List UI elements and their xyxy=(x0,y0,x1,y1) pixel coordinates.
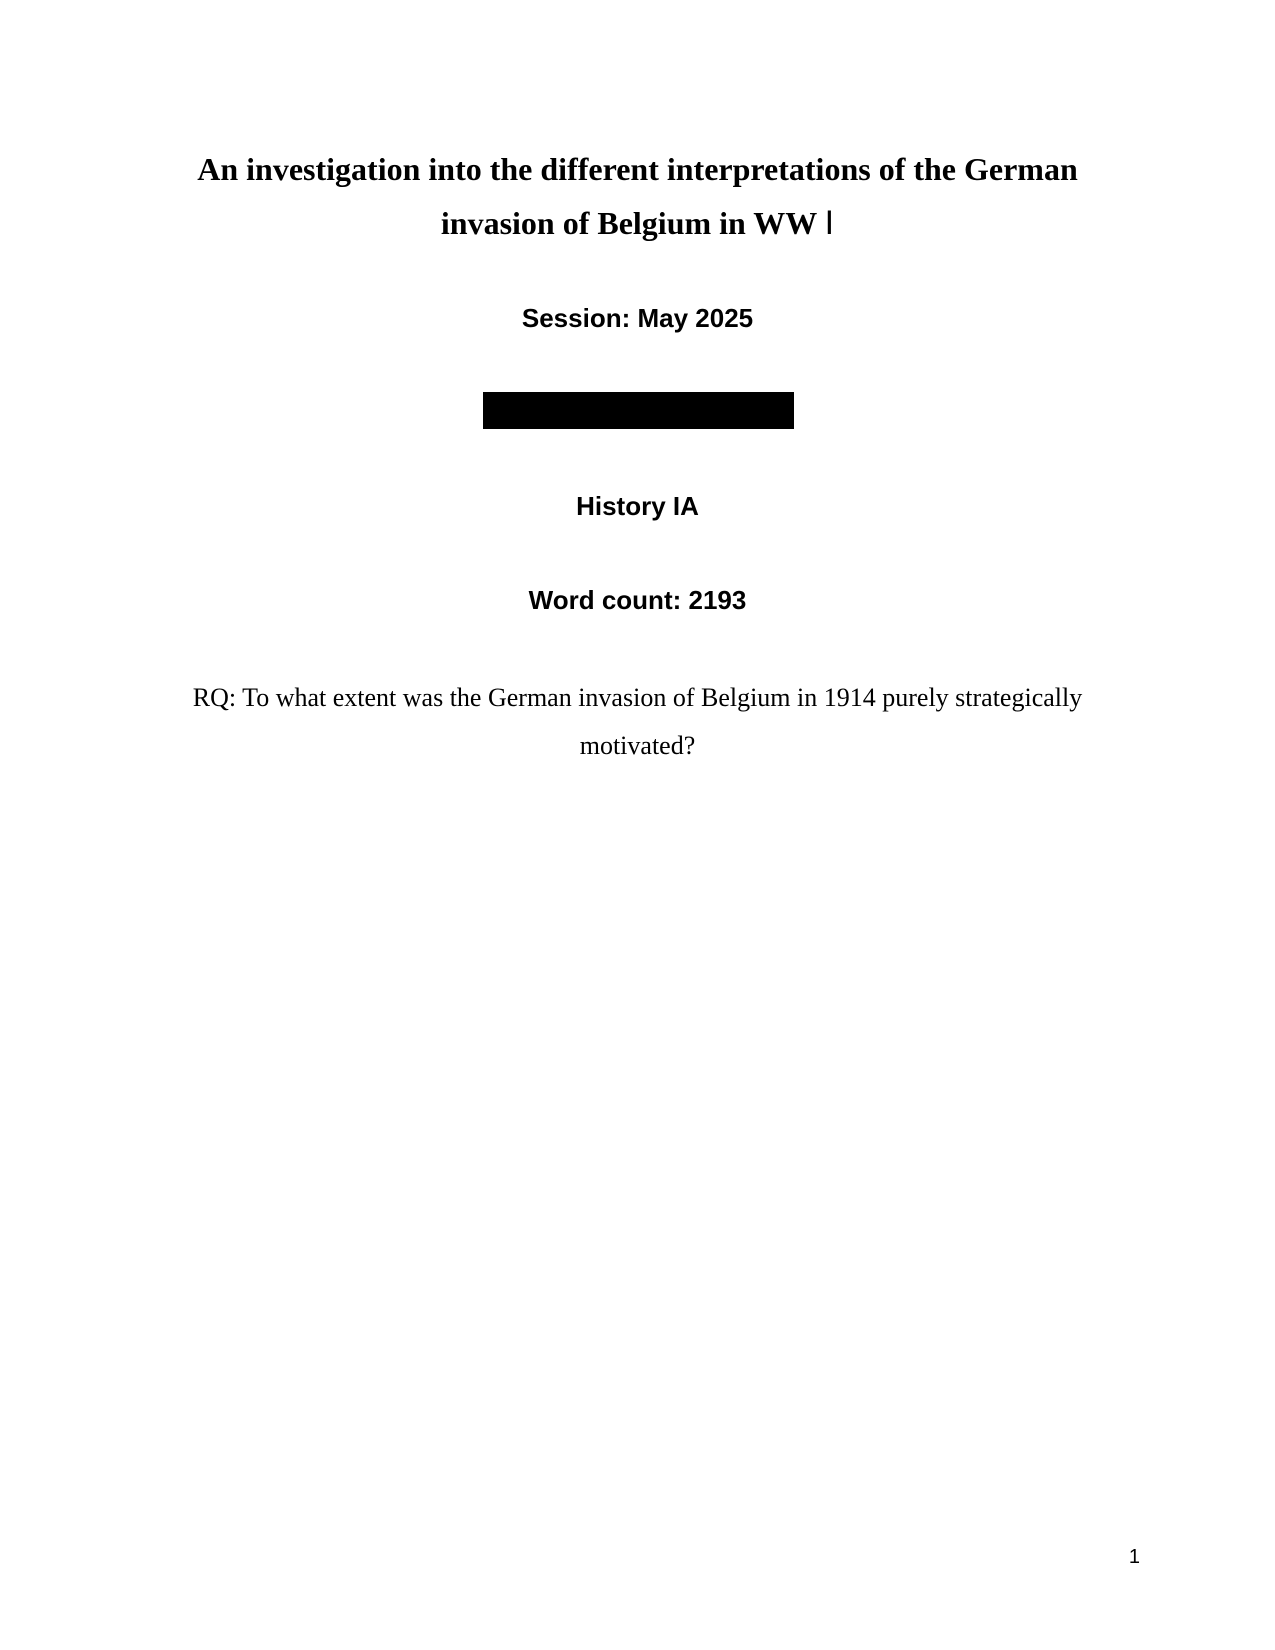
session-label: Session: May 2025 xyxy=(521,303,754,333)
title-numeral: Ⅰ xyxy=(824,205,835,241)
research-question: RQ: To what extent was the German invasion of Belgium in 1914 purely strategically motivated? xyxy=(192,683,1083,760)
document-title xyxy=(160,142,1115,250)
title-text: An investigation into the different interpretations of the German invasion of Belgium in WW xyxy=(197,151,1078,241)
redacted-name-block xyxy=(483,392,794,429)
page-number: 1 xyxy=(1128,1546,1140,1568)
subject-label: History IA xyxy=(576,491,699,521)
word-count-label: Word count: 2193 xyxy=(528,585,747,615)
